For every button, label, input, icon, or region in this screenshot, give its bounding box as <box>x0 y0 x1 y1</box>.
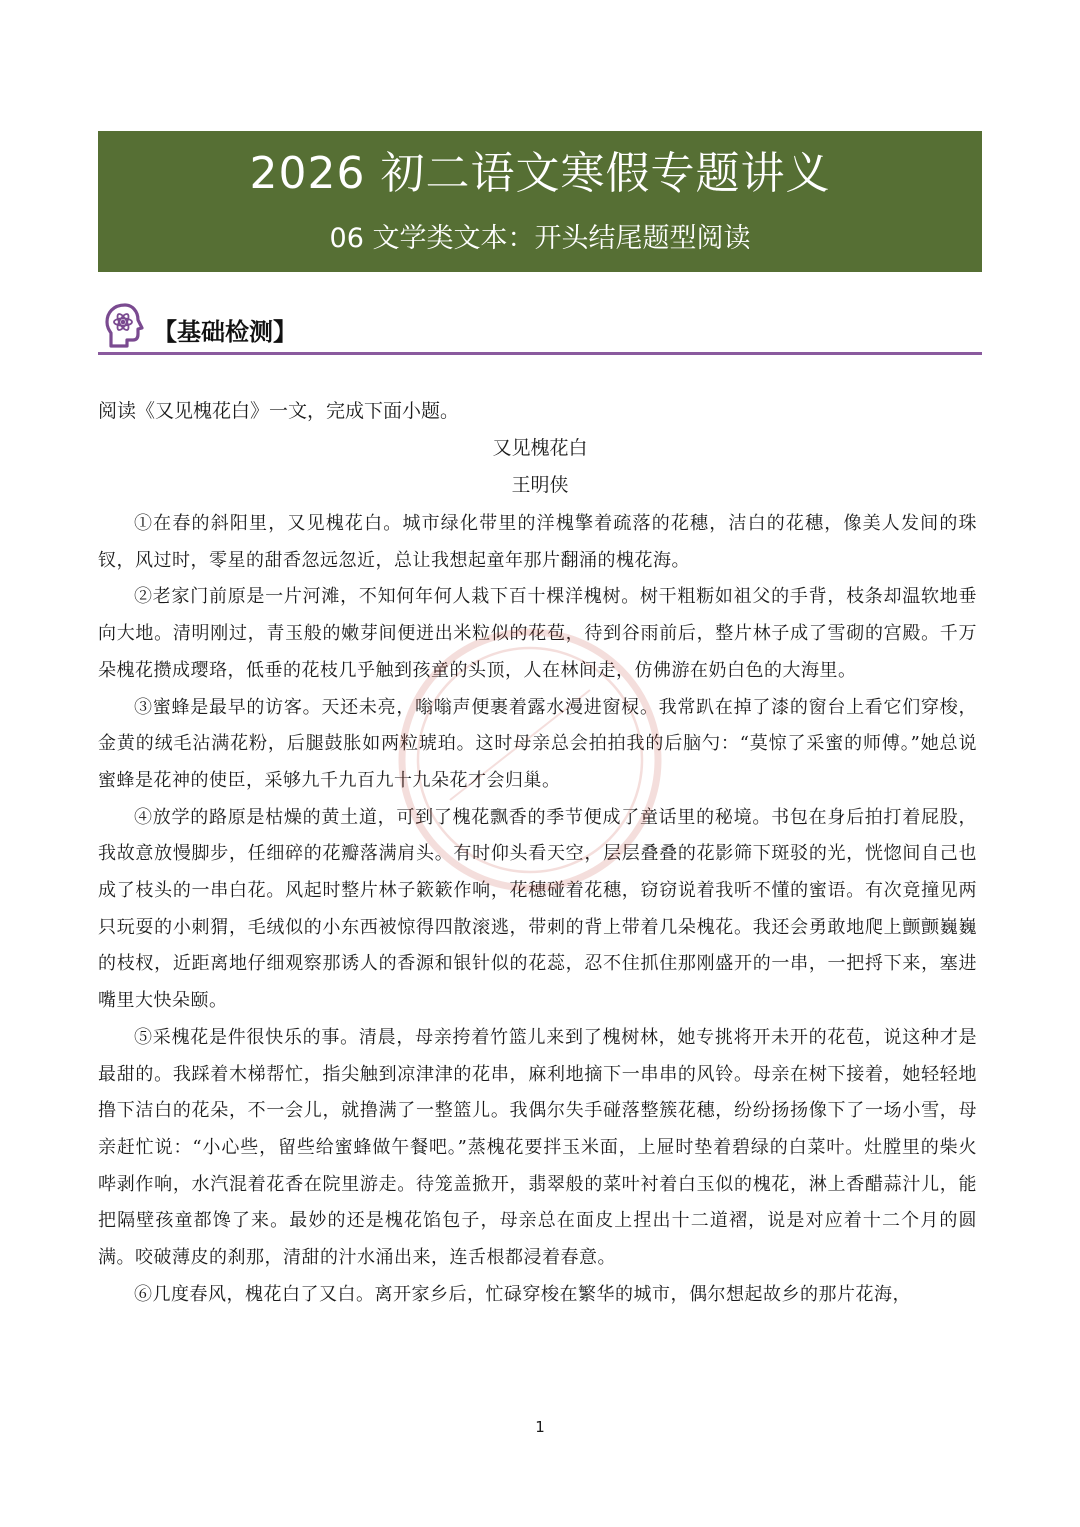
article-body <box>98 506 977 1313</box>
page-number: 1 <box>535 1418 545 1436</box>
document-title: 2026 初二语文寒假专题讲义 <box>249 148 831 199</box>
paragraph-2: ②老家门前原是一片河滩，不知何年何人栽下百十棵洋槐树。树干粗粝如祖父的手背，枝条却温软地垂向大地。清明刚过，青玉般的嫩芽间便迸出米粒似的花苞，待到谷雨前后，整片林子成了雪砌的宫殿。千万朵槐花攒成璎珞，低垂的花枝几乎触到孩童的头顶，人在林间走，仿佛游在奶白色的大海里。 <box>98 586 977 681</box>
paragraph-4: ④放学的路原是枯燥的黄土道，可到了槐花飘香的季节便成了童话里的秘境。书包在身后拍打着屁股，我故意放慢脚步，任细碎的花瓣落满肩头。有时仰头看天空，层层叠叠的花影筛下斑驳的光，恍惚间自己也成了枝头的一串白花。风起时整片林子簌簌作响，花穗碰着花穗，窃窃说着我听不懂的蜜语。有次竟撞见两只玩耍的小刺猬，毛绒似的小东西被惊得四散滚逃，带刺的背上带着几朵槐花。我还会勇敢地爬上颤颤巍巍的枝杈，近距离地仔细观察那诱人的香源和银针似的花蕊，忍不住抓住那刚盛开的一串，一把捋下来，塞进嘴里大快朵颐。 <box>98 806 977 1012</box>
paragraph-1: ①在春的斜阳里，又见槐花白。城市绿化带里的洋槐擎着疏落的花穗，洁白的花穗，像美人发间的珠钗，风过时，零星的甜香忽远忽近，总让我想起童年那片翻涌的槐花海。 <box>98 513 977 571</box>
paragraph-5: ⑤采槐花是件很快乐的事。清晨，母亲挎着竹篮儿来到了槐树林，她专挑将开未开的花苞，说这种才是最甜的。我踩着木梯帮忙，指尖触到凉津津的花串，麻利地摘下一串串的风铃。母亲在树下接着，她轻轻地撸下洁白的花朵，不一会儿，就撸满了一整篮儿。我偶尔失手碰落整簇花穗，纷纷扬扬像下了一场小雪，母亲赶忙说：“小心些，留些给蜜蜂做午餐吧。”蒸槐花要拌玉米面，上屉时垫着碧绿的白菜叶。灶膛里的柴火哔剥作响，水汽混着花香在院里游走。待笼盖掀开，翡翠般的菜叶衬着白玉似的槐花，淋上香醋蒜汁儿，能把隔壁孩童都馋了来。最妙的还是槐花馅包子，母亲总在面皮上捏出十二道褶，说是对应着十二个月的圆满。咬破薄皮的刹那，清甜的汁水涌出来，连舌根都浸着春意。 <box>98 1026 977 1269</box>
section-divider <box>98 352 982 355</box>
paragraph-6: ⑥几度春风，槐花白了又白。离开家乡后，忙碌穿梭在繁华的城市，偶尔想起故乡的那片花海， <box>134 1283 911 1305</box>
brain-atom-icon <box>103 302 149 350</box>
header-banner <box>98 131 982 272</box>
paragraph-3: ③蜜蜂是最早的访客。天还未亮，嗡嗡声便裹着露水漫进窗棂。我常趴在掉了漆的窗台上看它们穿梭，金黄的绒毛沾满花粉，后腿鼓胀如两粒琥珀。这时母亲总会拍拍我的后脑勺：“莫惊了采蜜的师傅。”她总说蜜蜂是花神的使臣，采够九千九百九十九朵花才会归巢。 <box>98 696 977 791</box>
reading-instruction: 阅读《又见槐花白》一文，完成下面小题。 <box>98 400 460 422</box>
article-title: 又见槐花白 <box>492 437 588 459</box>
document-subtitle: 06 文学类文本：开头结尾题型阅读 <box>329 223 751 254</box>
section-header <box>98 300 982 356</box>
article-author: 王明侠 <box>511 474 569 496</box>
section-title: 【基础检测】 <box>153 318 297 346</box>
